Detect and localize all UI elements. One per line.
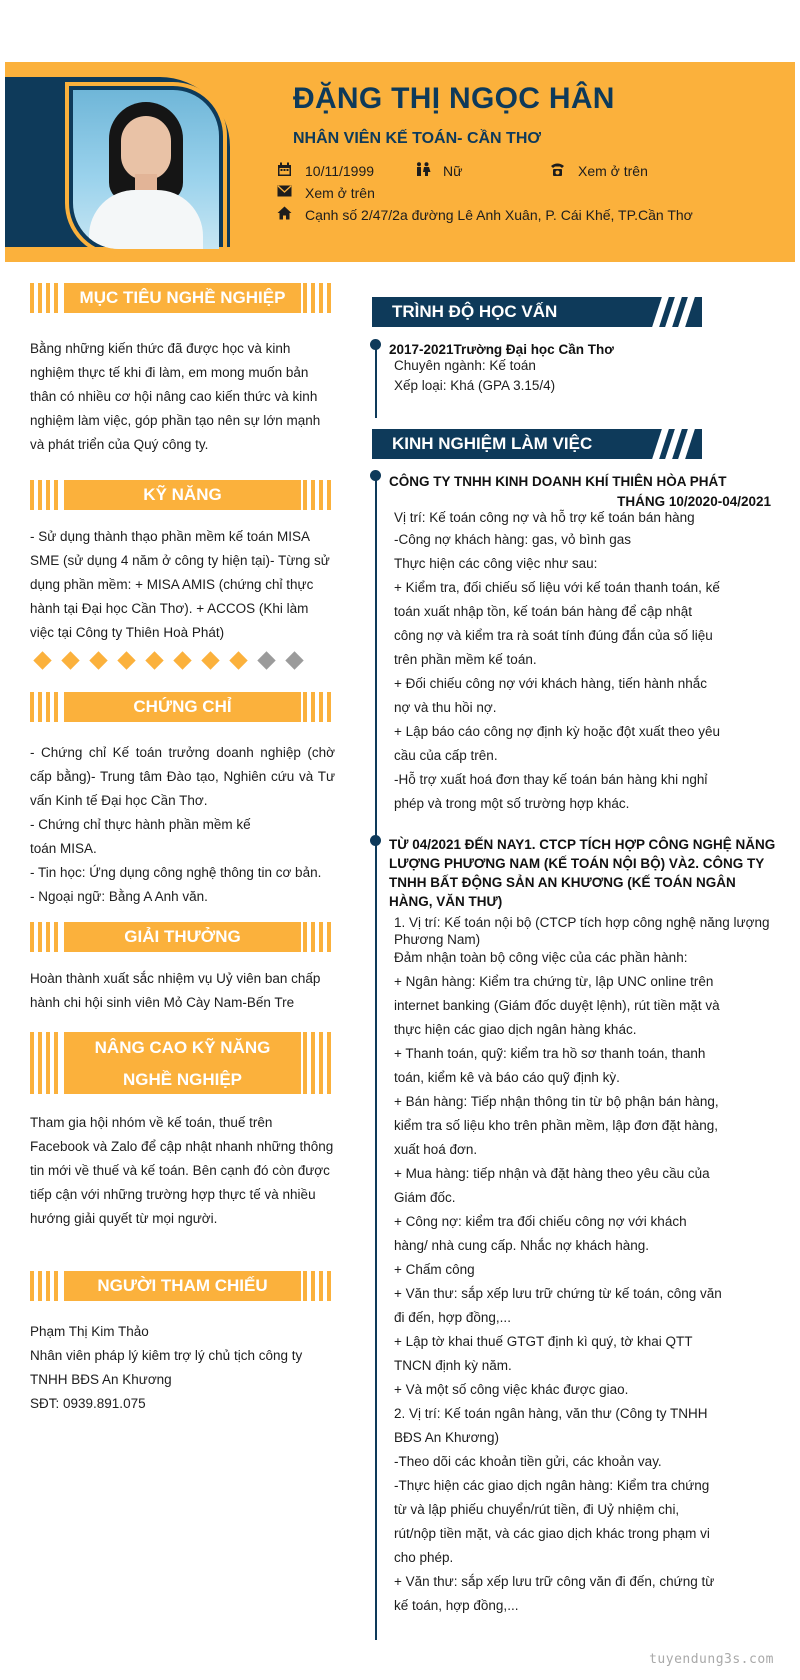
certificate-item: - Tin học: Ứng dụng công nghệ thông tin cơ bản.: [30, 865, 322, 880]
job1-line: Thực hiện các công việc như sau:: [394, 556, 598, 571]
gender-info: [415, 163, 515, 181]
job2-line: -Thực hiện các giao dịch ngân hàng: Kiểm tra chứng từ và lập phiếu chuyển/rút tiền, đi Uỷ nhiệm chi, rút/nộp tiền mặt, và các giao dịch khác trong phạm vi cho phép.: [394, 1478, 710, 1565]
objective-text: Bằng những kiến thức đã được học và kinh nghiệm thực tế khi đi làm, em mong muốn bản thân có nhiều cơ hội nâng cao kiến thức và kinh nghiệm làm việc, góp phần tạo nên sự lớn mạnh và phát triển của Quý công ty.: [30, 341, 321, 452]
job2-company: TỪ 04/2021 ĐẾN NAY1. CTCP TÍCH HỢP CÔNG NGHỆ NĂNG LƯỢNG PHƯƠNG NAM (KẾ TOÁN NỘI BỘ) VÀ2. CÔNG TY TNHH BẤT ĐỘNG SẢN AN KHƯƠNG (KẾ TOÁN NGÂN HÀNG, VĂN THƯ): [389, 837, 776, 909]
education-major: Chuyên ngành: Kế toán: [394, 358, 536, 373]
gender-value: Nữ: [443, 163, 463, 179]
job2-line: + Văn thư: sắp xếp lưu trữ chứng từ kế toán, công văn đi đến, hợp đồng,...: [394, 1286, 722, 1325]
job2-details: [394, 946, 724, 1618]
job1-line: + Đối chiếu công nợ với khách hàng, tiến hành nhắc nợ và thu hồi nợ.: [394, 676, 708, 715]
job1-line: + Kiểm tra, đối chiếu số liệu với kế toán thanh toán, kế toán xuất nhập tồn, kế toán bán hàng để cập nhật công nợ và kiểm tra rà soát tính đúng đắn của số liệu trên phần mềm kế toán.: [394, 580, 720, 667]
job2-line: + Và một số công việc khác được giao.: [394, 1382, 629, 1397]
rating-diamond-filled: [33, 651, 51, 669]
improvement-heading: NÂNG CAO KỸ NĂNG NGHỀ NGHIỆP: [30, 1032, 335, 1094]
job2-line: 2. Vị trí: Kế toán ngân hàng, văn thư (Công ty TNHH BĐS An Khương): [394, 1406, 708, 1445]
objective-heading: MỤC TIÊU NGHỀ NGHIỆP: [30, 283, 335, 313]
job2-line: + Ngân hàng: Kiểm tra chứng từ, lập UNC online trên internet banking (Giám đốc duyệt lệnh), rút tiền mặt và thực hiện các giao dịch ngân hàng khác.: [394, 974, 720, 1037]
job1-position: Vị trí: Kế toán công nợ và hỗ trợ kế toán bán hàng: [394, 510, 695, 525]
job1-line: + Lập báo cáo công nợ định kỳ hoặc đột xuất theo yêu cầu của cấp trên.: [394, 724, 720, 763]
rating-diamond-empty: [257, 651, 275, 669]
phone-value: Xem ở trên: [578, 163, 648, 179]
skills-text: - Sử dụng thành thạo phần mềm kế toán MISA SME (sử dụng 4 năm ở công ty hiện tại)- Từng sử dụng phần mềm: + MISA AMIS (chứng chỉ thực hành tại Đại học Cần Thơ). + ACCOS (Khi làm việc tại Công ty Thiên Hoà Phát): [30, 529, 330, 640]
address-info: [277, 207, 757, 225]
experience-heading: KINH NGHIỆM LÀM VIỆC: [372, 429, 702, 459]
job2-line: + Công nợ: kiểm tra đối chiếu công nợ với khách hàng/ nhà cung cấp. Nhắc nợ khách hàng.: [394, 1214, 687, 1253]
rating-diamond-filled: [117, 651, 135, 669]
job2-line: Đảm nhận toàn bộ công việc của các phần hành:: [394, 950, 688, 965]
awards-heading: GIẢI THƯỞNG: [30, 922, 335, 952]
job2-line: + Chấm công: [394, 1262, 475, 1277]
education-timeline: [375, 340, 377, 418]
skill-rating: [32, 650, 305, 671]
rating-diamond-filled: [173, 651, 191, 669]
job2-line: + Mua hàng: tiếp nhận và đặt hàng theo yêu cầu của Giám đốc.: [394, 1166, 710, 1205]
job2-line: + Bán hàng: Tiếp nhận thông tin từ bộ phận bán hàng, kiểm tra số liệu kho trên phần mềm, lập đơn đặt hàng, xuất hoá đơn.: [394, 1094, 719, 1157]
home-icon: [277, 206, 293, 222]
candidate-name: ĐẶNG THỊ NGỌC HÂN: [293, 82, 615, 115]
certificates-heading: CHỨNG CHỈ: [30, 692, 335, 722]
email-value: Xem ở trên: [305, 185, 375, 201]
timeline-dot: [370, 470, 381, 481]
reference-name: Phạm Thị Kim Thảo: [30, 1324, 149, 1339]
rating-diamond-filled: [201, 651, 219, 669]
envelope-icon: [277, 184, 293, 200]
reference-phone: SĐT: 0939.891.075: [30, 1396, 146, 1411]
birthday-info: [277, 163, 397, 181]
job2-position: 1. Vị trí: Kế toán nội bộ (CTCP tích hợp công nghệ năng lượng Phương Nam): [394, 915, 770, 947]
rating-diamond-filled: [229, 651, 247, 669]
rating-diamond-filled: [145, 651, 163, 669]
email-info: [277, 185, 397, 203]
awards-text: Hoàn thành xuất sắc nhiệm vụ Uỷ viên ban chấp hành chi hội sinh viên Mỏ Cày Nam-Bến Tre: [30, 971, 321, 1010]
job1-period: THÁNG 10/2020-04/2021: [617, 494, 771, 509]
timeline-dot: [370, 835, 381, 846]
education-heading: TRÌNH ĐỘ HỌC VẤN: [372, 297, 702, 327]
watermark: tuyendung3s.com: [649, 1652, 774, 1667]
job2-line: + Văn thư: sắp xếp lưu trữ công văn đi đến, chứng từ kế toán, hợp đồng,...: [394, 1574, 715, 1613]
reference-block: [30, 1320, 335, 1416]
rating-diamond-empty: [285, 651, 303, 669]
job1-line: -Công nợ khách hàng: gas, vỏ bình gas: [394, 532, 632, 547]
job1-line: -Hỗ trợ xuất hoá đơn thay kế toán bán hàng khi nghỉ phép và trong một số trường hợp khác.: [394, 772, 708, 811]
phone-info: [550, 163, 670, 181]
calendar-icon: [277, 162, 293, 178]
job1-details: [394, 528, 724, 816]
job2-line: + Thanh toán, quỹ: kiểm tra hồ sơ thanh toán, thanh toán, kiểm kê và báo cáo quỹ định kỳ.: [394, 1046, 706, 1085]
rating-diamond-filled: [61, 651, 79, 669]
education-details: [394, 356, 779, 396]
job1-company: CÔNG TY TNHH KINH DOANH KHÍ THIÊN HÒA PHÁT: [389, 474, 727, 489]
job2-line: + Lập tờ khai thuế GTGT định kì quý, tờ khai QTT TNCN định kỳ năm.: [394, 1334, 693, 1373]
reference-position: Nhân viên pháp lý kiêm trợ lý chủ tịch công ty TNHH BĐS An Khương: [30, 1348, 303, 1387]
timeline-dot: [370, 339, 381, 350]
experience-timeline: [375, 472, 377, 1640]
education-grade: Xếp loại: Khá (GPA 3.15/4): [394, 378, 556, 393]
certificate-item: - Chứng chỉ Kế toán trưởng doanh nghiệp (chờ cấp bằng)- Trung tâm Đào tạo, Nghiên cứu và Tư vấn Kinh tế Đại học Cần Thơ.: [30, 745, 335, 808]
gender-icon: [415, 162, 431, 178]
improvement-text: Tham gia hội nhóm về kế toán, thuế trên Facebook và Zalo để cập nhật nhanh những thông tin mới về thuế và kế toán. Bên cạnh đó còn được tiếp cận với những trường hợp thực tế và nhiều hướng giải quyết từ mọi người.: [30, 1115, 334, 1226]
birthday-value: 10/11/1999: [305, 163, 375, 179]
candidate-title: NHÂN VIÊN KẾ TOÁN- CẦN THƠ: [293, 130, 542, 147]
certificate-item: - Chứng chỉ thực hành phần mềm kế toán MISA.: [30, 817, 251, 856]
certificates-list: [30, 741, 335, 909]
phone-icon: [550, 162, 566, 178]
reference-heading: NGƯỜI THAM CHIẾU: [30, 1271, 335, 1301]
certificate-item: - Ngoại ngữ: Bằng A Anh văn.: [30, 889, 208, 904]
avatar: [73, 90, 219, 249]
rating-diamond-filled: [89, 651, 107, 669]
job2-line: -Theo dõi các khoản tiền gửi, các khoản vay.: [394, 1454, 662, 1469]
address-value: Cạnh số 2/47/2a đường Lê Anh Xuân, P. Cái Khế, TP.Cần Thơ: [305, 207, 693, 223]
skills-heading: KỸ NĂNG: [30, 480, 335, 510]
cv-header: [5, 62, 795, 262]
education-school: 2017-2021Trường Đại học Cần Thơ: [389, 342, 614, 357]
